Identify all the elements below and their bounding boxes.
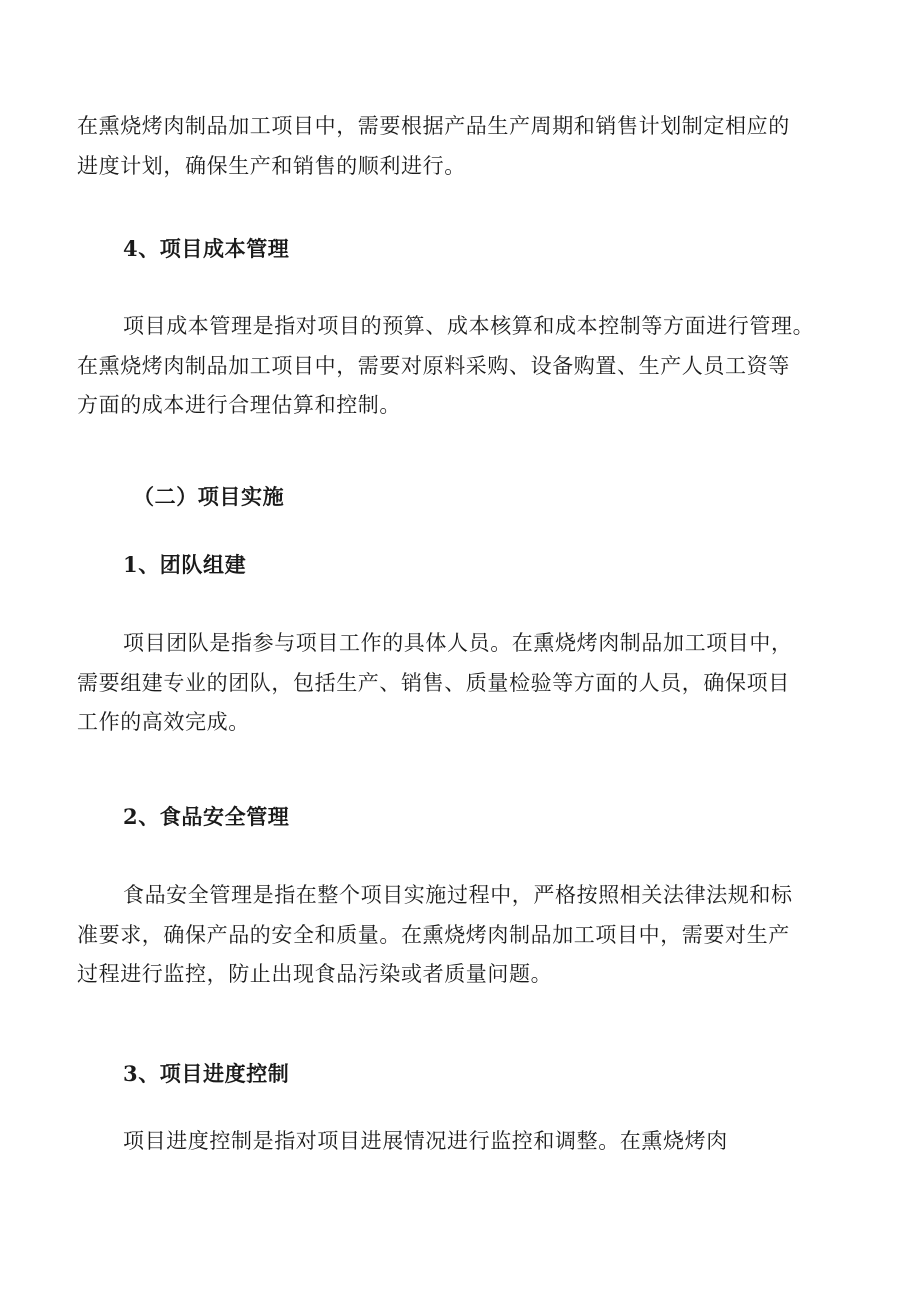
heading-cost-management: 4、项目成本管理 xyxy=(123,236,290,261)
paragraph-cost-management xyxy=(77,307,847,426)
paragraph-line: 在熏烧烤肉制品加工项目中，需要对原料采购、设备购置、生产人员工资等 xyxy=(77,353,790,378)
paragraph-line: 需要组建专业的团队，包括生产、销售、质量检验等方面的人员，确保项目 xyxy=(77,670,790,695)
paragraph-line: 准要求，确保产品的安全和质量。在熏烧烤肉制品加工项目中，需要对生产 xyxy=(77,922,790,947)
paragraph-line: 项目进度控制是指对项目进展情况进行监控和调整。在熏烧烤肉 xyxy=(123,1129,728,1153)
paragraph-line: 方面的成本进行合理估算和控制。 xyxy=(77,393,401,417)
paragraph-line: 食品安全管理是指在整个项目实施过程中，严格按照相关法律法规和标 xyxy=(123,883,793,907)
paragraph-food-safety xyxy=(77,876,847,995)
paragraph-progress-control xyxy=(77,1122,847,1162)
heading-team-building: 1、团队组建 xyxy=(123,552,247,577)
heading-food-safety: 2、食品安全管理 xyxy=(123,804,290,829)
paragraph-line: 项目成本管理是指对项目的预算、成本核算和成本控制等方面进行管理。 xyxy=(123,314,815,338)
heading-project-implementation: （二）项目实施 xyxy=(133,484,285,509)
paragraph-line: 过程进行监控，防止出现食品污染或者质量问题。 xyxy=(77,962,553,986)
paragraph-line: 工作的高效完成。 xyxy=(77,710,250,734)
paragraph-line: 在熏烧烤肉制品加工项目中，需要根据产品生产周期和销售计划制定相应的 xyxy=(77,114,790,138)
paragraph-team-building xyxy=(77,624,847,743)
paragraph-line: 项目团队是指参与项目工作的具体人员。在熏烧烤肉制品加工项目中， xyxy=(123,631,793,655)
paragraph-line: 进度计划，确保生产和销售的顺利进行。 xyxy=(77,153,466,178)
paragraph-schedule-plan xyxy=(77,107,847,186)
heading-progress-control: 3、项目进度控制 xyxy=(123,1061,290,1086)
